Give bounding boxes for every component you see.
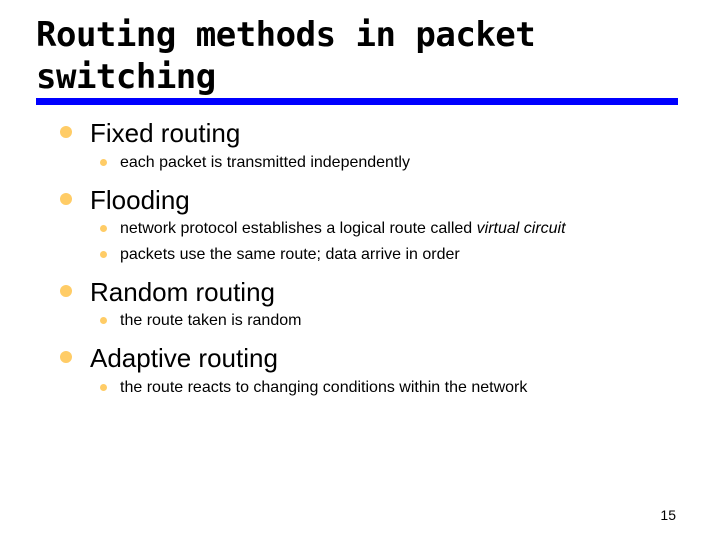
sub-bullet-text-plain: network protocol establishes a logical route called	[120, 220, 477, 237]
bullet-label: Adaptive routing	[90, 343, 278, 373]
bullet-dot-icon	[100, 317, 107, 324]
bullet-dot-icon	[60, 351, 72, 363]
title-underline	[36, 98, 678, 105]
sub-bullet-text: the route reacts to changing conditions within the network	[120, 379, 528, 396]
bullet-dot-icon	[60, 126, 72, 138]
bullet-label: Fixed routing	[90, 118, 241, 148]
bullet-dot-icon	[60, 285, 72, 297]
sub-bullet-emphasis: virtual circuit	[476, 220, 566, 237]
slide-title: Routing methods in packet switching	[36, 15, 536, 97]
bullet-label: Flooding	[90, 185, 190, 215]
bullet-dot-icon	[100, 225, 107, 232]
sub-bullet-text: packets use the same route; data arrive in order	[120, 246, 460, 263]
bullet-dot-icon	[100, 384, 107, 391]
bullet-dot-icon	[60, 193, 72, 205]
bullet-dot-icon	[100, 251, 107, 258]
bullet-dot-icon	[100, 159, 107, 166]
sub-bullet-text: the route taken is random	[120, 312, 302, 329]
sub-bullet-text	[120, 217, 566, 241]
bullet-label: Random routing	[90, 277, 275, 307]
page-number: 15	[660, 507, 676, 523]
sub-bullet-text: each packet is transmitted independently	[120, 154, 410, 171]
